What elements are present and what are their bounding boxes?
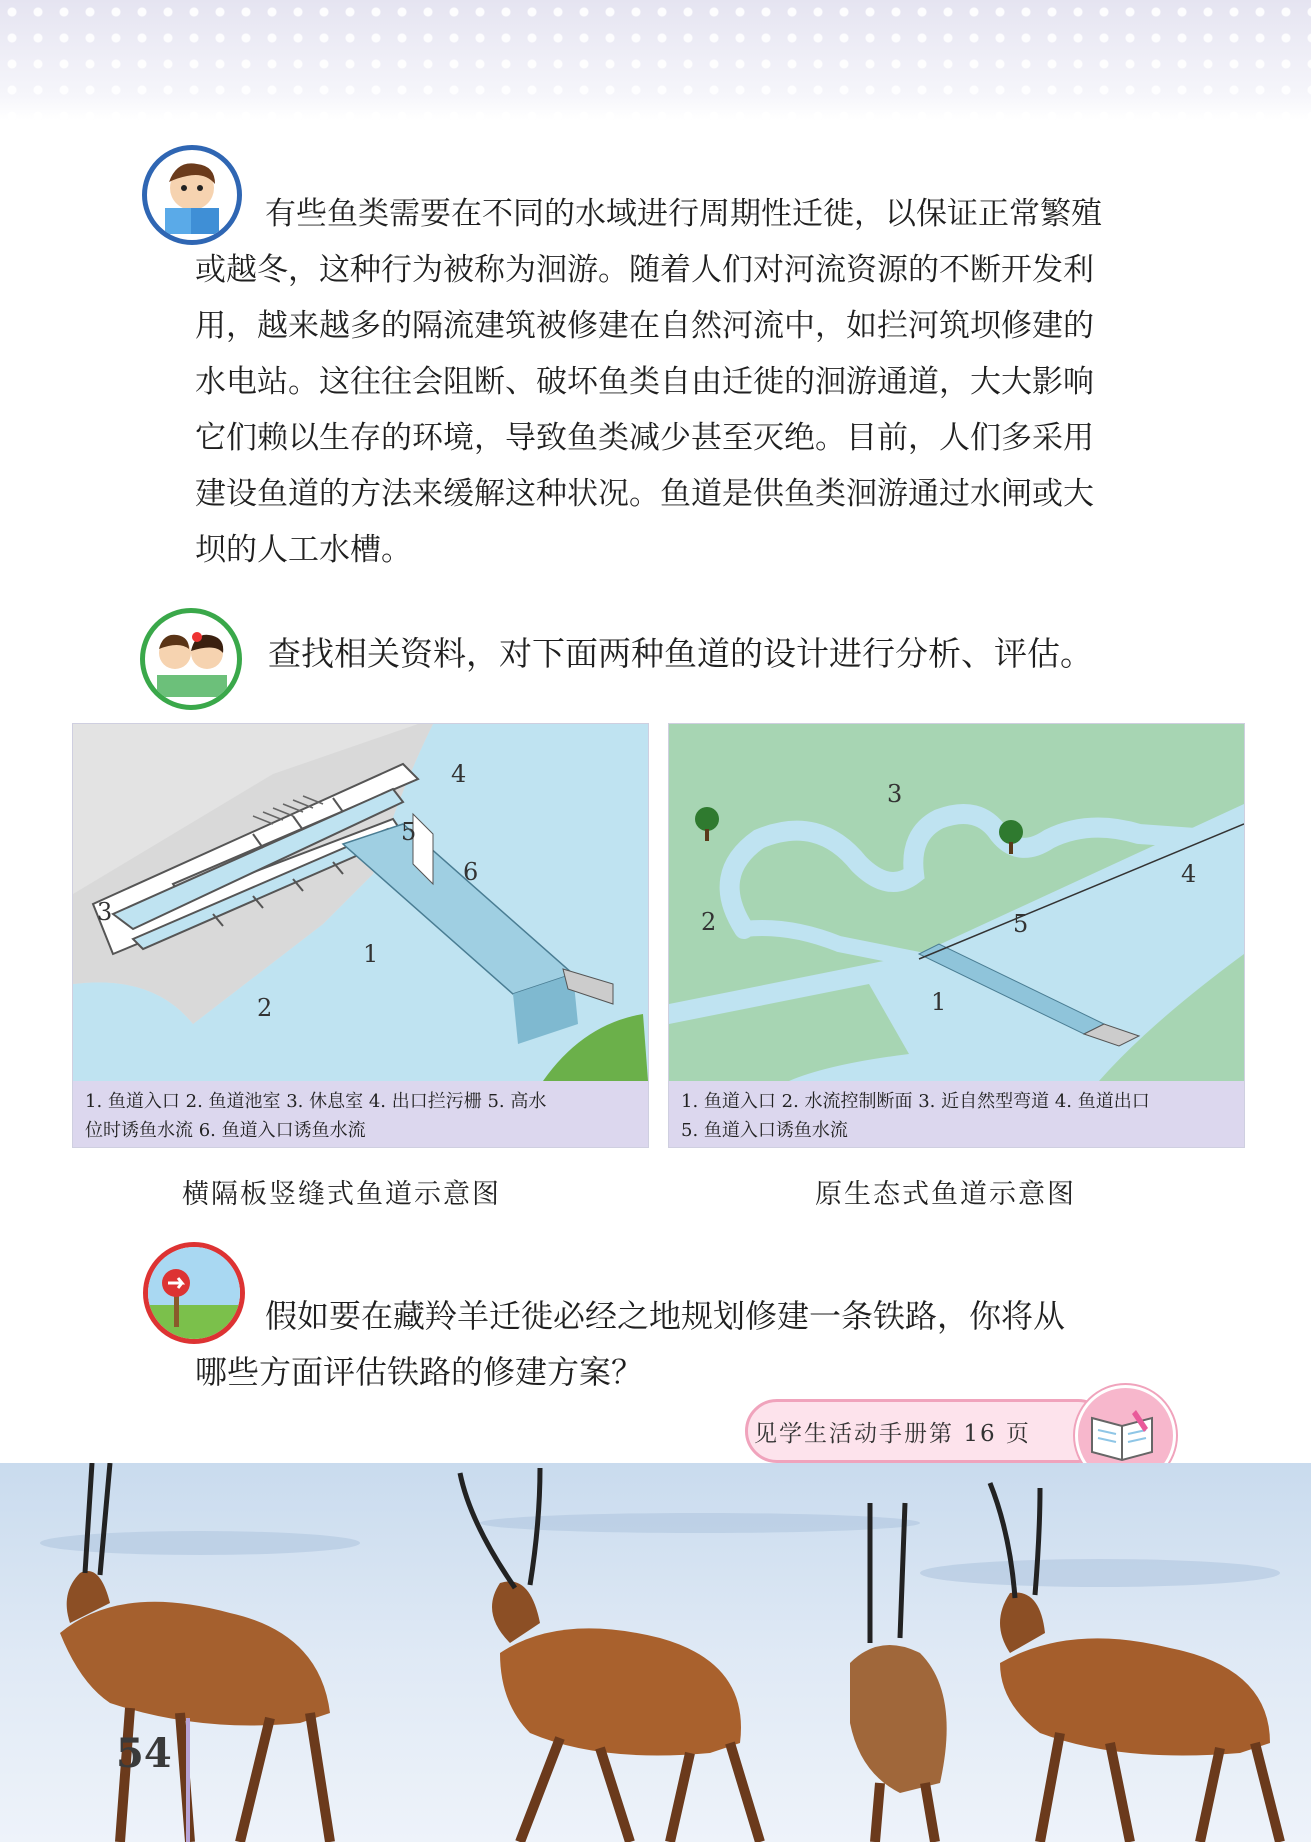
page-number: 54 — [116, 1730, 172, 1777]
fishway-label: 1 — [363, 940, 379, 968]
right-figure-title: 原生态式鱼道示意图 — [815, 1179, 1076, 1210]
fishway-label: 5 — [1013, 910, 1029, 938]
vertical-slot-fishway-figure — [72, 723, 649, 1148]
tibetan-antelope-photo — [0, 1463, 1311, 1842]
question-line: 假如要在藏羚羊迁徙必经之地规划修建一条铁路，你将从 — [265, 1297, 1066, 1335]
kids-discussing-icon — [140, 608, 242, 710]
intro-paragraph — [195, 186, 1175, 578]
task-text: 查找相关资料，对下面两种鱼道的设计进行分析、评估。 — [268, 634, 1093, 673]
caption-line: 1. 鱼道入口 2. 水流控制断面 3. 近自然型弯道 4. 鱼道出口 — [681, 1091, 1150, 1112]
intro-line: 用，越来越多的隔流建筑被修建在自然河流中，如拦河筑坝修建的 — [195, 308, 1094, 344]
question-paragraph — [195, 1288, 1175, 1400]
intro-line: 水电站。这往往会阻断、破坏鱼类自由迁徙的洄游通道，大大影响 — [195, 364, 1094, 400]
intro-line: 坝的人工水槽。 — [195, 532, 412, 568]
right-figure-caption — [669, 1081, 1244, 1147]
fishway-label: 6 — [463, 858, 479, 886]
caption-line: 1. 鱼道入口 2. 鱼道池室 3. 休息室 4. 出口拦污栅 5. 高水 — [85, 1091, 547, 1112]
nature-like-fishway-figure — [668, 723, 1245, 1148]
workbook-reference[interactable]: 见学生活动手册第 16 页 — [745, 1399, 1110, 1463]
caption-line: 5. 鱼道入口诱鱼水流 — [681, 1120, 848, 1141]
left-figure-title: 横隔板竖缝式鱼道示意图 — [182, 1179, 501, 1210]
fishway-label: 5 — [401, 818, 417, 846]
fishway-label: 4 — [1181, 860, 1197, 888]
left-figure-caption — [73, 1081, 648, 1147]
caption-line: 位时诱鱼水流 6. 鱼道入口诱鱼水流 — [85, 1120, 366, 1141]
question-line: 哪些方面评估铁路的修建方案？ — [195, 1353, 644, 1391]
intro-line: 建设鱼道的方法来缓解这种状况。鱼道是供鱼类洄游通过水闸或大 — [195, 476, 1094, 512]
intro-line: 它们赖以生存的环境，导致鱼类减少甚至灭绝。目前，人们多采用 — [195, 420, 1094, 456]
header-band — [0, 0, 1311, 120]
intro-line: 或越冬，这种行为被称为洄游。随着人们对河流资源的不断开发利 — [195, 252, 1094, 288]
fishway-label: 2 — [701, 908, 717, 936]
nature-like-fishway-diagram — [669, 724, 1244, 1081]
fishway-label: 3 — [97, 898, 113, 926]
intro-line: 有些鱼类需要在不同的水域进行周期性迁徙，以保证正常繁殖 — [265, 196, 1102, 232]
fishway-label: 2 — [257, 994, 273, 1022]
vertical-slot-fishway-diagram — [73, 724, 648, 1081]
fishway-label: 4 — [451, 760, 467, 788]
fishway-label: 3 — [887, 780, 903, 808]
fishway-label: 1 — [931, 988, 947, 1016]
